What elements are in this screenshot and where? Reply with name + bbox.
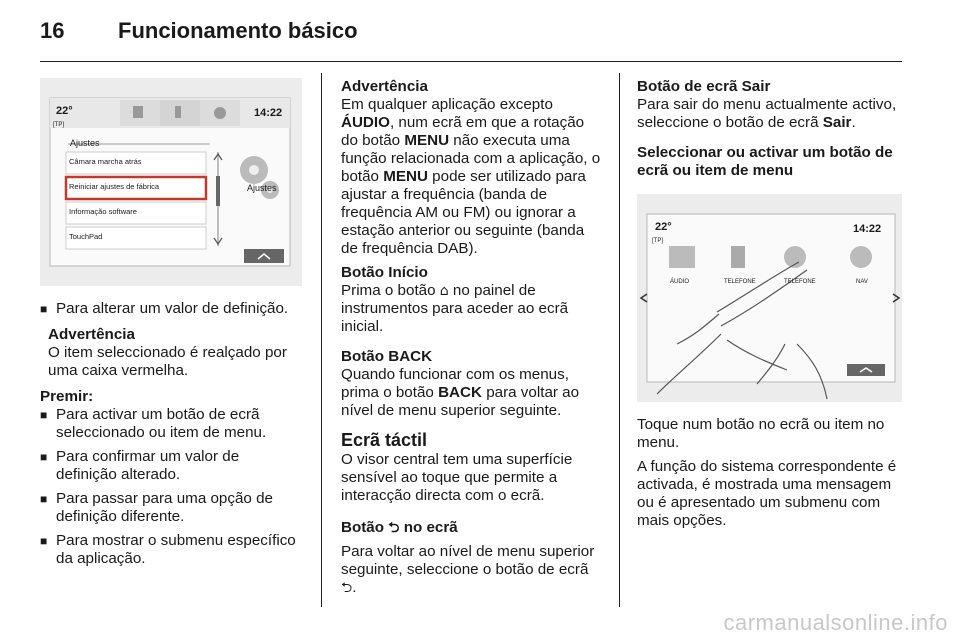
column-divider (321, 73, 322, 607)
exit-heading: Botão de ecrã Sair (637, 78, 771, 95)
back-screen-heading: Botão ⮌ no ecrã (341, 519, 458, 536)
touch-text-2: A função do sistema correspondente é activada, é mostrada uma mensagem ou é apresentado um submenu com mais opções. (637, 458, 897, 529)
app-label-nav[interactable]: NAV (856, 279, 868, 285)
bullet-text: Para alterar um valor de definição. (56, 300, 289, 317)
settings-screenshot (40, 78, 302, 286)
header-rule (40, 61, 902, 62)
touchscreen-heading: Ecrã táctil (341, 430, 428, 450)
back-heading: Botão BACK (341, 348, 433, 365)
screen-temperature: 22° (56, 105, 73, 117)
bullet-text: Para confirmar um valor de definição alterado. (56, 448, 240, 483)
menu-title: Ajustes (70, 138, 100, 148)
back-arrow-icon: ⮌ (388, 520, 400, 536)
warning-text: Em qualquer aplicação excepto ÁUDIO, num ecrã em que a rotação do botão MENU não executa uma função relacionada com a aplicação, o botão MENU pode ser utilizado para ajustar a frequência (banda de frequência AM ou FM) ou ignorar a estação anterior ou seguinte (banda de frequência DAB). (341, 96, 601, 257)
app-label-audio[interactable]: ÁUDIO (670, 279, 690, 285)
home-icon: ⌂ (439, 283, 449, 299)
touch-screenshot (637, 194, 902, 402)
back-arrow-icon: ⮌ (341, 580, 353, 596)
screen-time: 14:22 (254, 107, 283, 119)
column-3 (637, 78, 902, 530)
screen-tp: [TP] (652, 238, 664, 244)
touch-text-1: Toque num botão no ecrã ou item no menu. (637, 416, 885, 451)
bullet-item (40, 406, 302, 442)
note-heading: Advertência (48, 326, 135, 343)
bullet-marker: ■ (40, 534, 48, 548)
column-divider (619, 73, 620, 607)
back-screen-text: Para voltar ao nível de menu superior seguinte, seleccione o botão de ecrã ⮌. (341, 543, 595, 596)
footer-brand: carmanualsonline.info (723, 610, 948, 635)
bullet-item (40, 300, 302, 318)
audio-app-icon (669, 246, 695, 268)
bullet-item (40, 448, 302, 484)
note (40, 326, 302, 380)
page-number: 16 (40, 18, 65, 43)
bullet-marker: ■ (40, 492, 48, 506)
nav-app-icon (850, 246, 872, 268)
settings-side-label: Ajustes (247, 183, 277, 193)
column-2 (341, 78, 604, 597)
menu-item-highlighted[interactable]: Reiniciar ajustes de fábrica (69, 182, 160, 191)
bullet-item (40, 490, 302, 526)
info-icon (214, 107, 226, 119)
column-1 (40, 78, 302, 568)
touchscreen-text: O visor central tem uma superfície sensível ao toque que permite a interacção directa com o ecrã. (341, 451, 573, 504)
home-text: Prima o botão ⌂ no painel de instrumentos para aceder ao ecrã inicial. (341, 282, 569, 335)
screen-temperature: 22° (655, 221, 672, 233)
music-icon (133, 106, 143, 118)
bullet-marker: ■ (40, 450, 48, 464)
exit-text: Para sair do menu actualmente activo, seleccione o botão de ecrã Sair. (637, 96, 897, 131)
press-heading: Premir: (40, 388, 94, 405)
screen-tp: [TP] (53, 122, 65, 128)
bullet-item (40, 532, 302, 568)
bullet-text: Para activar um botão de ecrã seleccionado ou item de menu. (56, 406, 267, 441)
back-text: Quando funcionar com os menus, prima o botão BACK para voltar ao nível de menu superior seguinte. (341, 366, 580, 419)
phone-app-icon (731, 246, 745, 268)
bullet-text: Para passar para uma opção de definição diferente. (56, 490, 273, 525)
menu-item[interactable]: Informação software (69, 207, 137, 216)
note-text: O item seleccionado é realçado por uma caixa vermelha. (48, 344, 287, 379)
home-heading: Botão Início (341, 264, 428, 281)
select-heading: Seleccionar ou activar um botão de ecrã ou item de menu (637, 144, 893, 179)
app-label-phone[interactable]: TELEFONE (724, 279, 756, 285)
menu-item[interactable]: Câmara marcha atrás (69, 157, 142, 166)
app-label-phone-2[interactable]: TELEFONE (784, 279, 816, 285)
screen-time: 14:22 (853, 223, 882, 235)
page-title: Funcionamento básico (118, 18, 358, 43)
bullet-marker: ■ (40, 302, 48, 316)
phone-icon (175, 106, 181, 118)
menu-item[interactable]: TouchPad (69, 232, 103, 241)
bullet-marker: ■ (40, 408, 48, 422)
bullet-text: Para mostrar o submenu específico da aplicação. (56, 532, 296, 567)
warning-heading: Advertência (341, 78, 428, 95)
